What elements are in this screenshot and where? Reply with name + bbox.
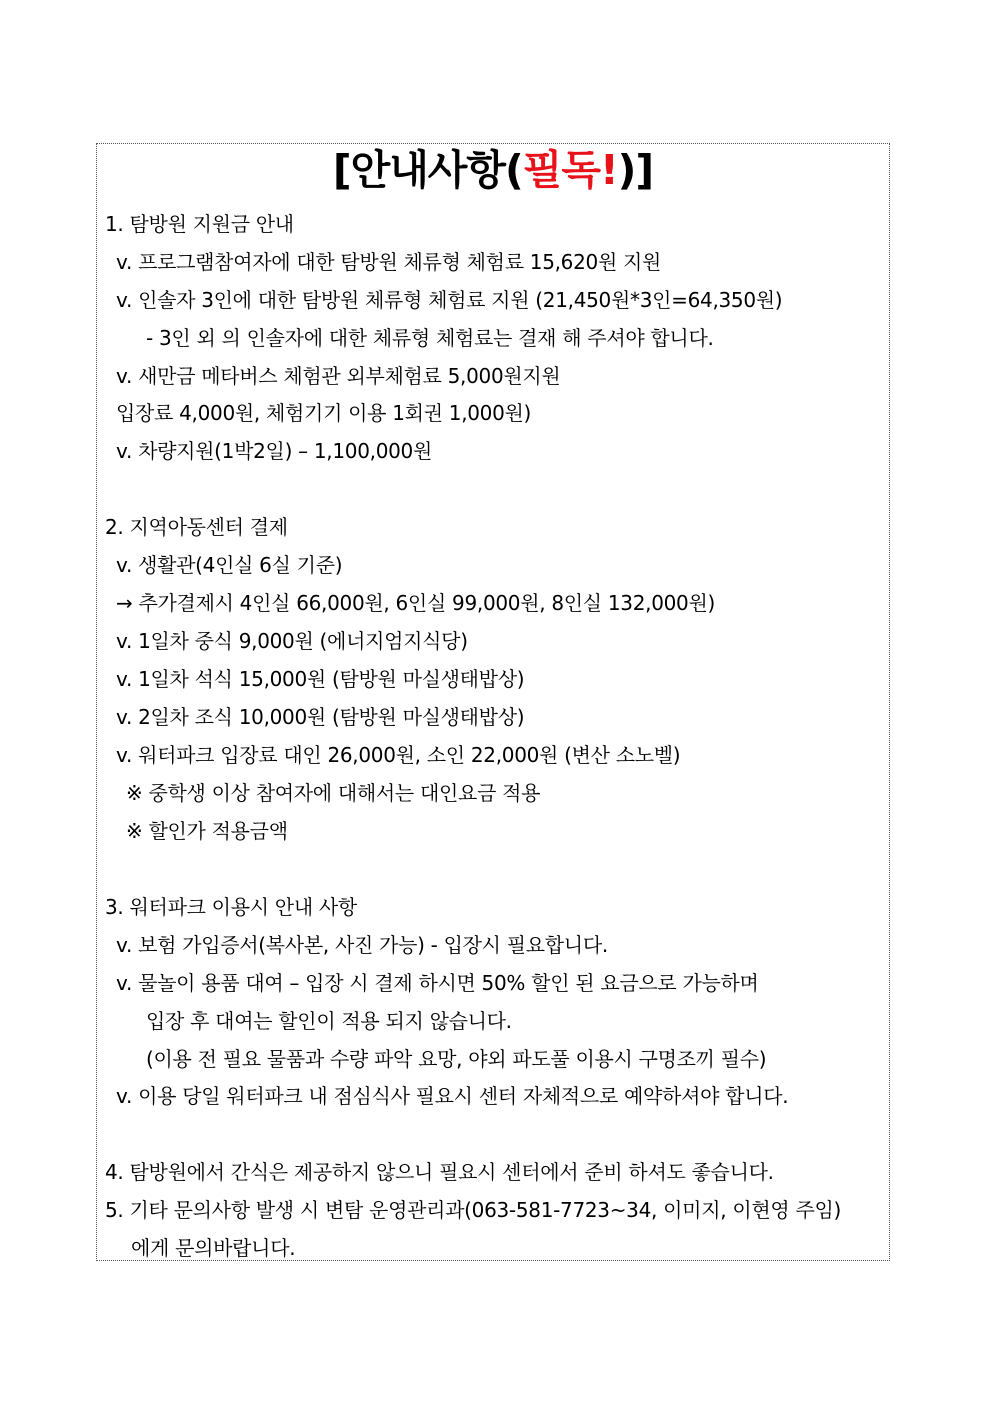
section-heading-2: 2. 지역아동센터 결제 — [105, 515, 288, 539]
list-item-detail: (이용 전 필요 물품과 수량 파악 요망, 야외 파도풀 이용시 구명조끼 필수) — [146, 1047, 767, 1071]
section-heading-5: 5. 기타 문의사항 발생 시 변탐 운영관리과(063-581-7723~34, 이미지, 이현영 주임) — [105, 1198, 841, 1222]
list-item: v. 1일차 석식 15,000원 (탐방원 마실생태밥상) — [116, 667, 525, 691]
list-item: v. 2일차 조식 10,000원 (탐방원 마실생태밥상) — [116, 705, 525, 729]
list-item-detail: 입장료 4,000원, 체험기기 이용 1회권 1,000원) — [116, 401, 532, 425]
list-item: v. 인솔자 3인에 대한 탐방원 체류형 체험료 지원 (21,450원*3인=64,350원) — [116, 288, 783, 312]
note-item: ※ 할인가 적용금액 — [126, 819, 288, 843]
section-heading-4: 4. 탐방원에서 간식은 제공하지 않으니 필요시 센터에서 준비 하셔도 좋습니다. — [105, 1160, 774, 1184]
list-item: v. 1일차 중식 9,000원 (에너지엄지식당) — [116, 629, 468, 653]
list-item: v. 프로그램참여자에 대한 탐방원 체류형 체험료 15,620원 지원 — [116, 250, 662, 274]
section-heading-1: 1. 탐방원 지원금 안내 — [105, 212, 294, 236]
list-item-detail: 에게 문의바랍니다. — [131, 1236, 296, 1260]
title-prefix: [안내사항( — [332, 146, 523, 194]
list-item: v. 새만금 메타버스 체험관 외부체험료 5,000원지원 — [116, 364, 561, 388]
list-item-detail: → 추가결제시 4인실 66,000원, 6인실 99,000원, 8인실 132,000원) — [116, 591, 715, 615]
list-item: v. 보험 가입증서(복사본, 사진 가능) - 입장시 필요합니다. — [116, 933, 608, 957]
list-item: v. 이용 당일 워터파크 내 점심식사 필요시 센터 자체적으로 예약하셔야 합니다. — [116, 1084, 789, 1108]
list-item: v. 물놀이 용품 대여 – 입장 시 결제 하시면 50% 할인 된 요금으로 가능하며 — [116, 971, 759, 995]
page-title — [96, 143, 890, 194]
note-item: ※ 중학생 이상 참여자에 대해서는 대인요금 적용 — [126, 781, 541, 805]
list-item: v. 차량지원(1박2일) – 1,100,000원 — [116, 439, 432, 463]
title-suffix: )] — [617, 146, 654, 194]
title-highlight: 필독! — [522, 146, 618, 194]
list-item-detail: - 3인 외 의 인솔자에 대한 체류형 체험료는 결재 해 주셔야 합니다. — [146, 326, 714, 350]
section-heading-3: 3. 워터파크 이용시 안내 사항 — [105, 895, 357, 919]
list-item: v. 생활관(4인실 6실 기준) — [116, 553, 343, 577]
list-item: v. 워터파크 입장료 대인 26,000원, 소인 22,000원 (변산 소노벨) — [116, 743, 681, 767]
list-item-detail: 입장 후 대여는 할인이 적용 되지 않습니다. — [146, 1009, 512, 1033]
